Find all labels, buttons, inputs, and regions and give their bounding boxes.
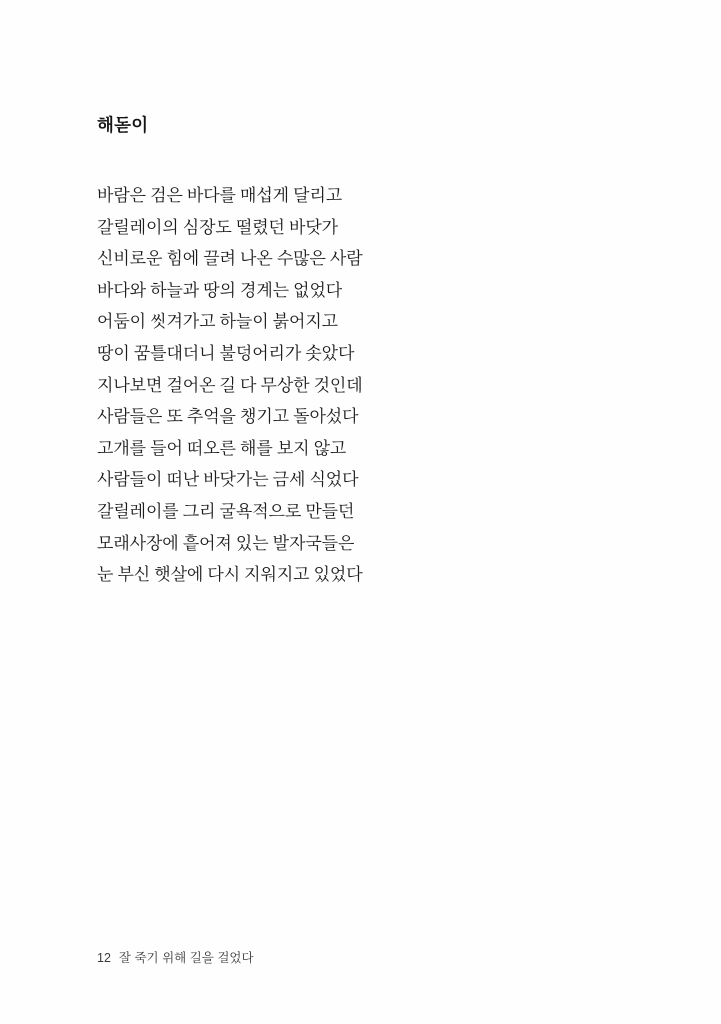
poem-line: 눈 부신 햇살에 다시 지워지고 있었다	[97, 565, 363, 585]
page-title: 해돋이	[97, 114, 149, 135]
poem-line: 지나보면 걸어온 길 다 무상한 것인데	[97, 375, 363, 395]
poem-line: 신비로운 힘에 끌려 나온 수많은 사람	[97, 249, 363, 269]
poem-line: 바람은 검은 바다를 매섭게 달리고	[97, 186, 343, 205]
poem-line: 어둠이 씻겨가고 하늘이 붉어지고	[97, 312, 338, 332]
poem-line: 바다와 하늘과 땅의 경계는 없었다	[97, 280, 343, 300]
poem-line: 사람들은 또 추억을 챙기고 돌아섰다	[97, 407, 359, 427]
poem-body	[97, 180, 517, 591]
footer-page-number: 12	[97, 951, 111, 965]
poem-line: 사람들이 떠난 바닷가는 금세 식었다	[97, 470, 359, 490]
poem-line: 고개를 들어 떠오른 해를 보지 않고	[97, 438, 347, 458]
footer-book-title: 잘 죽기 위해 길을 걸었다	[118, 951, 254, 965]
poem-line: 모래사장에 흩어져 있는 발자국들은	[97, 533, 355, 553]
poem-line: 갈릴레이를 그리 굴욕적으로 만들던	[97, 501, 355, 521]
poem-line: 땅이 꿈틀대더니 불덩어리가 솟았다	[97, 343, 355, 363]
poem-line: 갈릴레이의 심장도 떨렸던 바닷가	[97, 217, 338, 237]
page-footer	[97, 948, 254, 966]
